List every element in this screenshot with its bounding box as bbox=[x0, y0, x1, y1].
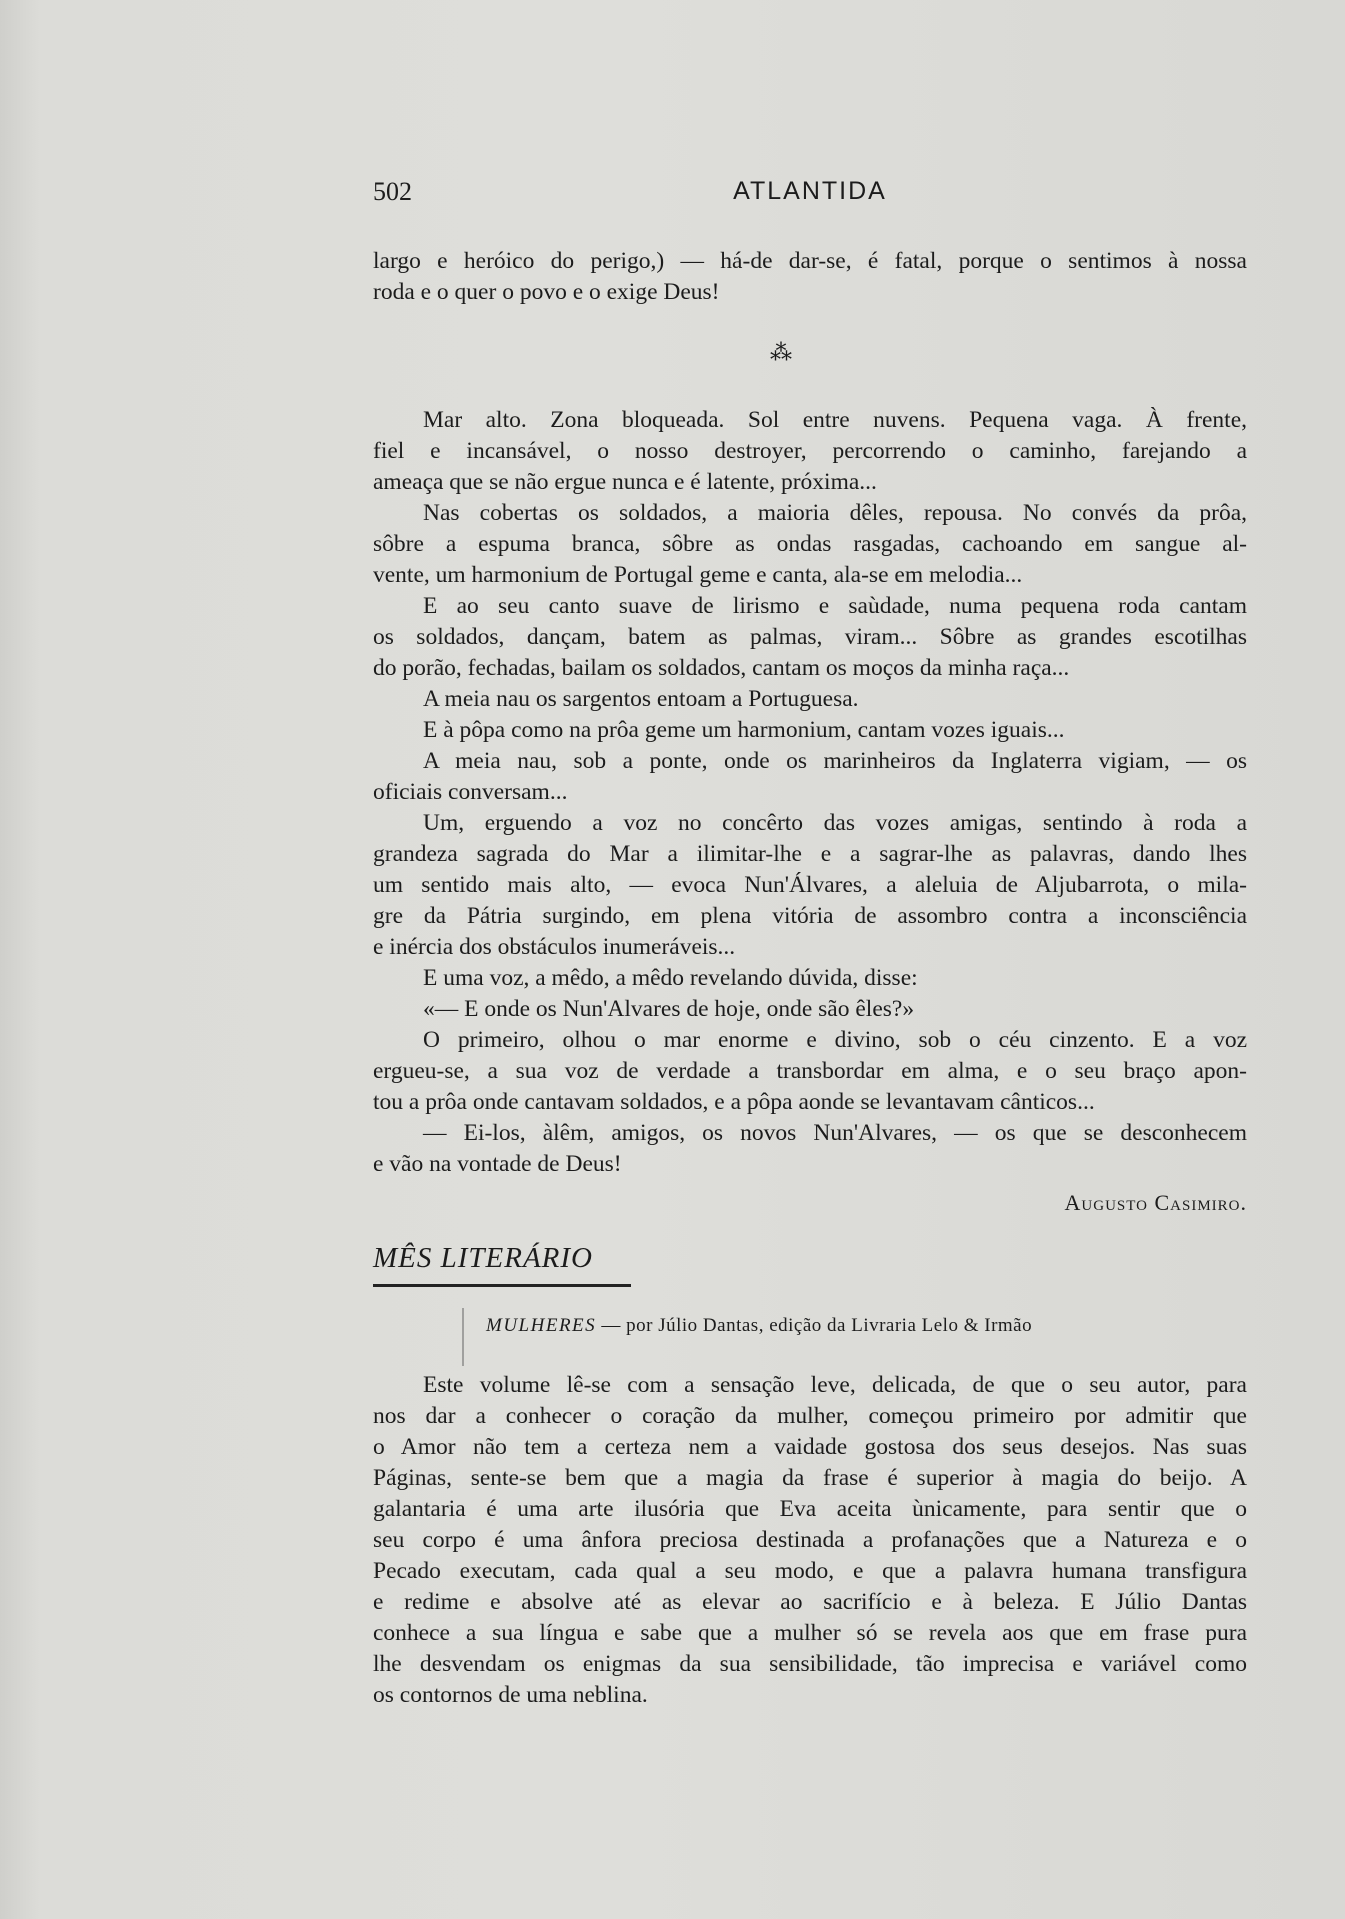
text-line: o Amor não tem a certeza nem a vaidade gostosa dos seus desejos. Nas suas bbox=[373, 1434, 1247, 1460]
page-number: 502 bbox=[373, 177, 412, 206]
text-line: O primeiro, olhou o mar enorme e divino, sob o céu cinzento. E a voz bbox=[423, 1027, 1247, 1053]
text-line: ergueu-se, a sua voz de verdade a transbordar em alma, e o seu braço apon- bbox=[373, 1058, 1247, 1084]
text-line: seu corpo é uma ânfora preciosa destinada a profanações que a Natureza e o bbox=[373, 1527, 1247, 1553]
text-line: E uma voz, a mêdo, a mêdo revelando dúvida, disse: bbox=[423, 965, 918, 991]
text-line: gre da Pátria surgindo, em plena vitória de assombro contra a inconsciência bbox=[373, 903, 1247, 929]
running-title: ATLANTIDA bbox=[733, 177, 887, 205]
text-line: e redime e absolve até as elevar ao sacrifício e à beleza. E Júlio Dantas bbox=[373, 1589, 1247, 1615]
text-line: A meia nau, sob a ponte, onde os marinheiros da Inglaterra vigiam, — os bbox=[423, 748, 1247, 774]
text-line: fiel e incansável, o nosso destroyer, percorrendo o caminho, farejando a bbox=[373, 438, 1247, 464]
review-body bbox=[373, 1370, 1247, 1711]
narrative-body bbox=[373, 405, 1247, 1180]
author-signature: Augusto Casimiro. bbox=[1064, 1190, 1247, 1215]
text-line: Este volume lê-se com a sensação leve, delicada, de que o seu autor, para bbox=[423, 1372, 1247, 1398]
text-line: Nas cobertas os soldados, a maioria dêles, repousa. No convés da prôa, bbox=[423, 500, 1247, 526]
text-line: conhece a sua língua e sabe que a mulher só se revela aos que em frase pura bbox=[373, 1620, 1247, 1646]
text-line: um sentido mais alto, — evoca Nun'Álvares, a aleluia de Aljubarrota, o mila- bbox=[373, 872, 1247, 898]
text-line: e inércia dos obstáculos inumeráveis... bbox=[373, 934, 736, 960]
text-line: ameaça que se não ergue nunca e é latente, próxima... bbox=[373, 469, 877, 495]
text-line: Pecado executam, cada qual a seu modo, e que a palavra humana transfigura bbox=[373, 1558, 1247, 1584]
text-line: A meia nau os sargentos entoam a Portuguesa. bbox=[423, 686, 859, 712]
text-line: tou a prôa onde cantavam soldados, e a pôpa aonde se levantavam cânticos... bbox=[373, 1089, 1095, 1115]
text-line: os soldados, dançam, batem as palmas, viram... Sôbre as grandes escotilhas bbox=[373, 624, 1247, 650]
review-byline: — por Júlio Dantas, edição da Livraria Lelo & Irmão bbox=[596, 1315, 1033, 1336]
continuation-paragraph bbox=[373, 246, 1247, 308]
text-line: oficiais conversam... bbox=[373, 779, 568, 805]
text-line: galantaria é uma arte ilusória que Eva aceita ùnicamente, para sentir que o bbox=[373, 1496, 1247, 1522]
text-line: Páginas, sente-se bem que a magia da frase é superior à magia do beijo. A bbox=[373, 1465, 1247, 1491]
text-line: vente, um harmonium de Portugal geme e canta, ala-se em melodia... bbox=[373, 562, 1023, 588]
text-line: Um, erguendo a voz no concêrto das vozes amigas, sentindo à roda a bbox=[423, 810, 1247, 836]
section-heading: MÊS LITERÁRIO bbox=[373, 1242, 593, 1274]
text-line: roda e o quer o povo e o exige Deus! bbox=[373, 279, 720, 305]
text-line: — Ei-los, àlêm, amigos, os novos Nun'Alvares, — os que se desconhecem bbox=[423, 1120, 1247, 1146]
margin-pencil-mark bbox=[462, 1308, 474, 1366]
text-line: «— E onde os Nun'Alvares de hoje, onde são êles?» bbox=[423, 996, 915, 1022]
text-line: sôbre a espuma branca, sôbre as ondas rasgadas, cachoando em sangue al- bbox=[373, 531, 1247, 557]
text-line: E ao seu canto suave de lirismo e saùdade, numa pequena roda cantam bbox=[423, 593, 1247, 619]
text-line: grandeza sagrada do Mar a ilimitar-lhe e a sagrar-lhe as palavras, dando lhes bbox=[373, 841, 1247, 867]
page-header bbox=[373, 177, 1247, 217]
review-book-title: MULHERES bbox=[486, 1315, 597, 1336]
text-line: Mar alto. Zona bloqueada. Sol entre nuvens. Pequena vaga. À frente, bbox=[423, 407, 1247, 433]
text-line: E à pôpa como na prôa geme um harmonium, cantam vozes iguais... bbox=[423, 717, 1065, 743]
text-line: do porão, fechadas, bailam os soldados, cantam os moços da minha raça... bbox=[373, 655, 1070, 681]
text-line: nos dar a conhecer o coração da mulher, começou primeiro por admitir que bbox=[373, 1403, 1247, 1429]
text-line: largo e heróico do perigo,) — há-de dar-se, é fatal, porque o sentimos à nossa bbox=[373, 248, 1247, 274]
review-title-line bbox=[486, 1315, 1032, 1337]
asterism-divider: ⁂ bbox=[770, 340, 790, 365]
text-line: lhe desvendam os enigmas da sua sensibilidade, tão imprecisa e variável como bbox=[373, 1651, 1247, 1677]
heading-rule bbox=[373, 1284, 631, 1287]
text-line: e vão na vontade de Deus! bbox=[373, 1151, 622, 1177]
text-line: os contornos de uma neblina. bbox=[373, 1682, 648, 1708]
